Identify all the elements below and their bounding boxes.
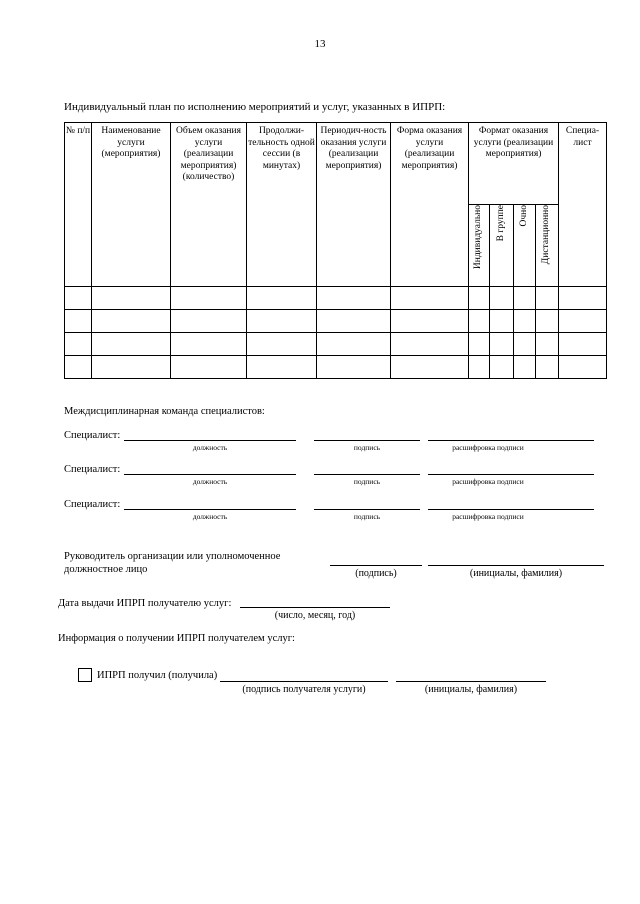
table-row [65,356,607,379]
specialist-label: Специалист: [64,464,121,475]
issue-date-caption: (число, месяц, год) [274,610,356,621]
position-caption: должность [192,443,228,452]
specialist-position-line[interactable] [124,474,296,475]
table-row [65,287,607,310]
receipt-checkbox[interactable] [78,668,92,682]
head-label-line2: должностное лицо [64,564,148,575]
header-num: № п/п [65,123,92,287]
specialist-label: Специалист: [64,430,121,441]
specialist-signature-line[interactable] [314,509,420,510]
table-row [65,310,607,333]
head-signature-caption: (подпись) [355,568,397,579]
head-name-caption: (инициалы, фамилия) [469,568,563,579]
position-caption: должность [192,512,228,521]
specialist-position-line[interactable] [124,509,296,510]
position-caption: должность [192,477,228,486]
subheader-remote: Дистанционно [536,205,559,287]
decoding-caption: расшифровка подписи [452,477,524,486]
specialist-decoding-line[interactable] [428,474,594,475]
specialist-decoding-line[interactable] [428,509,594,510]
specialist-label: Специалист: [64,499,121,510]
signature-caption: подпись [353,443,381,452]
head-signature-line[interactable] [330,565,422,566]
specialist-signature-line[interactable] [314,474,420,475]
receipt-checkbox-label: ИПРП получил (получила) [97,670,218,681]
issue-date-line[interactable] [240,607,390,608]
subheader-in-person: Очно [514,205,536,287]
decoding-caption: расшифровка подписи [452,512,524,521]
subheader-group: В группе [490,205,514,287]
receipt-signature-caption: (подпись получателя услуги) [242,684,366,695]
issue-date-label: Дата выдачи ИПРП получателю услуг: [58,598,232,609]
receipt-name-line[interactable] [396,681,546,682]
head-name-line[interactable] [428,565,604,566]
header-periodicity: Периодич-ность оказания услуги (реализации мероприятия) [317,123,391,287]
header-duration: Продолжи-тельность одной сессии (в минутах) [247,123,317,287]
table-row [65,333,607,356]
head-label-line1: Руководитель организации или уполномоченное [64,551,281,562]
page-number: 13 [314,38,326,50]
signature-caption: подпись [353,512,381,521]
team-title: Междисциплинарная команда специалистов: [64,406,265,417]
header-form: Форма оказания услуги (реализации мероприятия) [391,123,469,287]
receipt-title: Информация о получении ИПРП получателем услуг: [58,633,295,644]
header-format: Формат оказания услуги (реализации мероприятия) [469,123,559,205]
header-service-name: Наименование услуги (мероприятия) [92,123,171,287]
receipt-name-caption: (инициалы, фамилия) [424,684,518,695]
decoding-caption: расшифровка подписи [452,443,524,452]
specialist-signature-line[interactable] [314,440,420,441]
subheader-individual: Индивидуально [469,205,490,287]
specialist-decoding-line[interactable] [428,440,594,441]
header-specialist: Специа-лист [559,123,607,287]
receipt-signature-line[interactable] [220,681,388,682]
specialist-position-line[interactable] [124,440,296,441]
plan-title: Индивидуальный план по исполнению мероприятий и услуг, указанных в ИПРП: [64,101,446,113]
plan-table [64,122,607,379]
header-volume: Объем оказания услуги (реализации мероприятия) (количество) [171,123,247,287]
signature-caption: подпись [353,477,381,486]
